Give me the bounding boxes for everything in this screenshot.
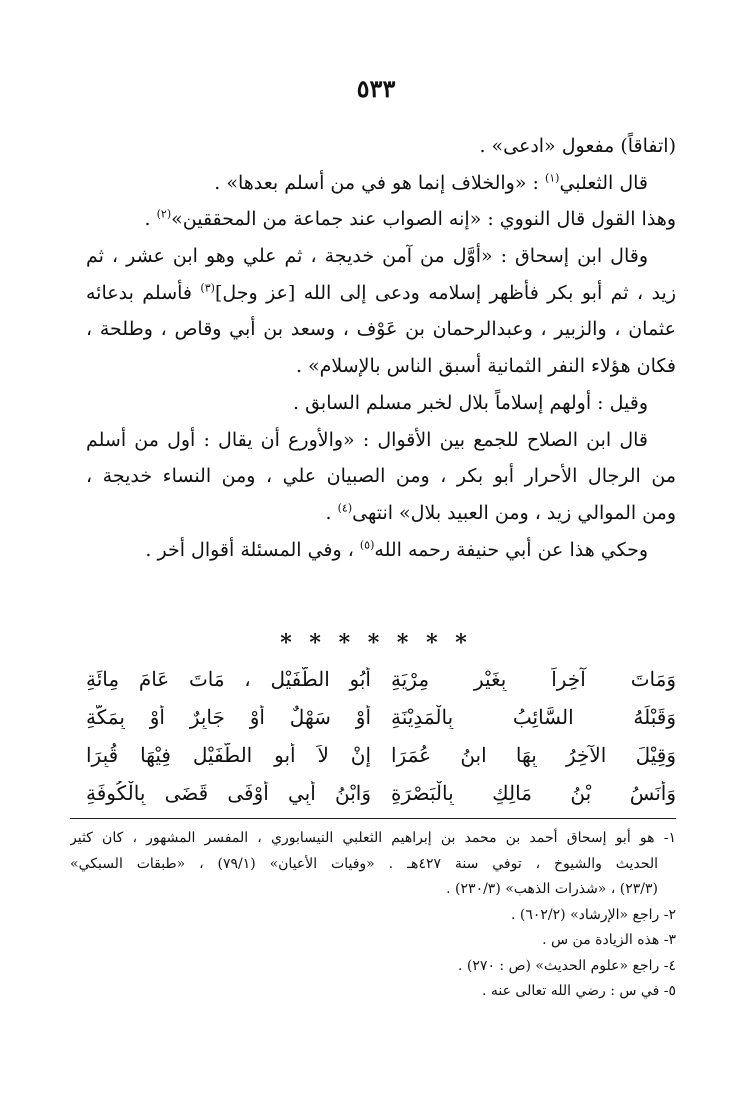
footnote: ٣- هذه الزيادة من س . bbox=[542, 932, 676, 948]
line-text: من الرجال الأحرار أبو بكر ، ومن الصبيان علي ، ومن النساء خديجة ، bbox=[86, 465, 676, 488]
verse-first-hemistich: وَقِيْلَ الآخِرُ بِهَا ابنُ عُمَرَا bbox=[391, 743, 676, 767]
footnote-ref[interactable]: (١) bbox=[544, 171, 560, 185]
text-line bbox=[86, 275, 676, 312]
text-line bbox=[86, 238, 676, 275]
text-line bbox=[86, 385, 676, 422]
footnote: ١- هو أبو إسحاق أحمد بن محمد بن إبراهيم الثعلبي النيسابوري ، المفسر المشهور ، كان كثير bbox=[70, 830, 676, 846]
line-text: وقيل : أولهم إسلاماً بلال لخبر مسلم السابق . bbox=[293, 391, 648, 414]
line-text: وحكي هذا عن أبي حنيفة رحمه الله bbox=[374, 538, 648, 561]
poem bbox=[86, 660, 676, 812]
verse bbox=[86, 660, 676, 698]
line-text: عثمان ، والزبير ، وعبدالرحمان بن عَوْف ، وسعد بن أبي وقاص ، وطلحة ، bbox=[86, 318, 676, 341]
verse-second-hemistich: أَوْ سَهْلٌ أَوْ جَابِرٌ أَوْ بِمَكَّةِ bbox=[86, 705, 371, 729]
section-separator: * * * * * * * bbox=[280, 630, 472, 656]
verse bbox=[86, 736, 676, 774]
line-text: وهذا القول قال النووي : «إنه الصواب عند جماعة من المحققين» bbox=[171, 208, 676, 231]
footnote-ref[interactable]: (٥) bbox=[359, 538, 375, 552]
verse-second-hemistich: إنْ لاَ أبو الطُّفَيْلِ فِيْهَا قُبِرَا bbox=[86, 743, 371, 767]
main-text bbox=[86, 128, 676, 568]
text-line bbox=[86, 458, 676, 495]
text-line bbox=[86, 348, 676, 385]
text-line bbox=[86, 165, 676, 202]
footnote: (٢٣/٣) ، «شذرات الذهب» (٢٣٠/٣) . bbox=[446, 881, 658, 897]
footnote-ref[interactable]: (٤) bbox=[337, 501, 353, 515]
text-line bbox=[86, 201, 676, 238]
line-text: زيد ، ثم أبو بكر فأظهر إسلامه ودعى إلى الله [عز وجل] bbox=[214, 281, 676, 304]
verse-first-hemistich: وَقَبْلَهُ السَّائِبُ بِالْمَدِيْنَةِ bbox=[391, 705, 676, 729]
footnote-ref[interactable]: (٢) bbox=[156, 208, 172, 222]
footnote: الحديث والشيوخ ، توفي سنة ٤٢٧هـ . «وفيات الأعيان» (٧٩/١) ، «طبقات السبكي» bbox=[70, 855, 658, 872]
line-text-after-note: فأسلم بدعائه bbox=[86, 281, 201, 304]
line-text: (اتفاقاً) مفعول «ادعى» . bbox=[479, 135, 676, 157]
line-text: وقال ابن إسحاق : «أوَّل من آمن خديجة ، ثم علي وهو ابن عشر ، ثم bbox=[86, 245, 648, 268]
line-text: ومن الموالي زيد ، ومن العبيد بلال» انتهى bbox=[352, 501, 676, 524]
footnote-divider bbox=[70, 818, 676, 819]
verse-second-hemistich: أَبُو الطُّفَيْلِ ، مَاتَ عَامَ مِائَةِ bbox=[86, 667, 371, 691]
verse bbox=[86, 698, 676, 736]
text-line bbox=[86, 422, 676, 459]
text-line bbox=[86, 532, 676, 569]
verse-first-hemistich: وَمَاتَ آخِراً بِغَيْرِ مِرْيَةِ bbox=[391, 667, 676, 691]
text-line bbox=[86, 311, 676, 348]
line-text-after-note: . bbox=[325, 501, 338, 524]
footnote: ٤- راجع «علوم الحديث» (ص : ٢٧٠) . bbox=[458, 957, 676, 974]
line-text-after-note: ، وفي المسئلة أقوال أخر . bbox=[145, 538, 360, 561]
text-line bbox=[86, 495, 676, 532]
line-text: فكان هؤلاء النفر الثمانية أسبق الناس بالإسلام» . bbox=[295, 355, 676, 378]
line-text: قال الثعلبي bbox=[559, 171, 648, 194]
line-text-after-note: : «والخلاف إنما هو في من أسلم بعدها» . bbox=[214, 171, 545, 194]
footnote: ٥- في س : رضي الله تعالى عنه . bbox=[481, 983, 676, 999]
footnote-ref[interactable]: (٣) bbox=[200, 281, 215, 295]
verse-first-hemistich: وَأَنَسُ بْنُ مَالِكٍ بِالْبَصْرَةِ bbox=[391, 781, 676, 805]
page-number: ٥٣٣ bbox=[356, 74, 396, 103]
footnote: ٢- راجع «الإرشاد» (٦٠٢/٢) . bbox=[511, 906, 676, 923]
line-text-after-note: . bbox=[144, 208, 157, 231]
verse bbox=[86, 774, 676, 812]
verse-second-hemistich: وَابْنُ أَبِي أَوْفَى قَضَى بِالْكُوفَةِ bbox=[86, 781, 371, 805]
line-text: قال ابن الصلاح للجمع بين الأقوال : «والأورع أن يقال : أول من أسلم bbox=[86, 428, 648, 451]
footnotes bbox=[70, 826, 676, 1005]
text-line bbox=[86, 128, 676, 165]
